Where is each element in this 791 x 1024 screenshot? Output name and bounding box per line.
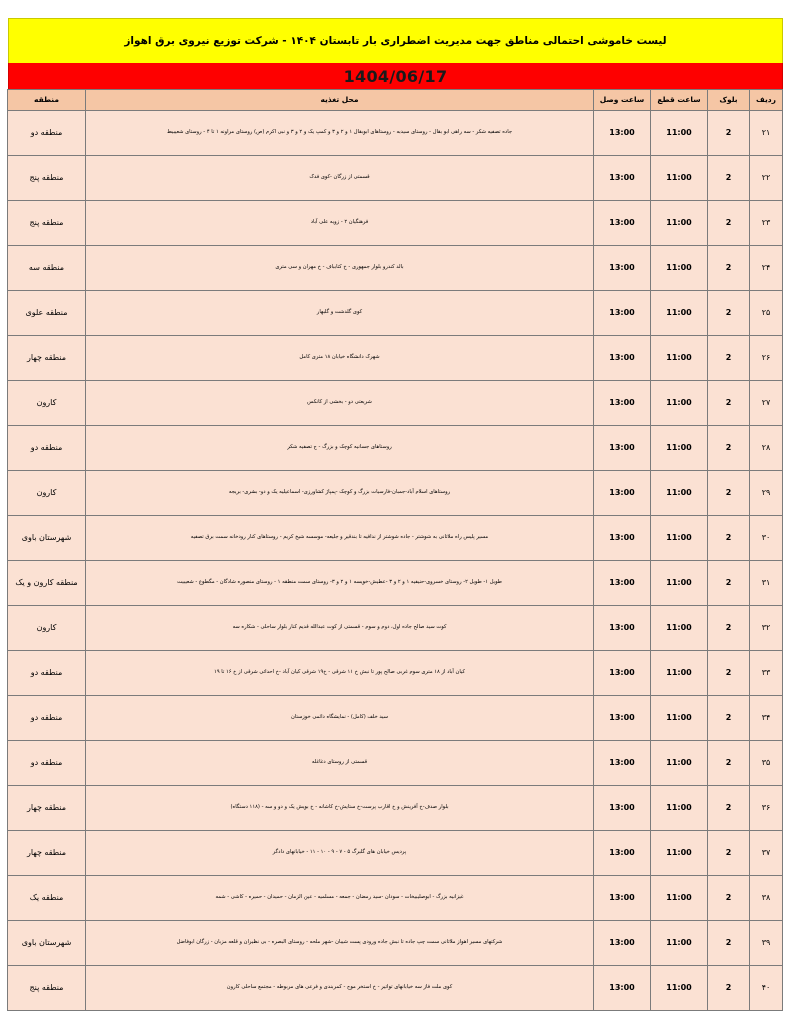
cell-place: مسیر پلیس راه ملاثانی به شوشتر - جاده شوشتر از ندافیه تا بندقیر و جلیعه- موسسه شیخ کریم - روستاهای کنار رودخانه سمت برق تصفیه [86, 516, 594, 561]
cell-on-time: 13:00 [594, 966, 651, 1011]
cell-place: فرهنگیان ۲ - زویه علی آباد [86, 201, 594, 246]
cell-off-time: 11:00 [651, 696, 708, 741]
cell-block: 2 [708, 741, 750, 786]
table-row [8, 876, 783, 921]
cell-row-number: ۲۴ [750, 246, 783, 291]
cell-place: شریعتی دو - بخشی از کانکس [86, 381, 594, 426]
cell-row-number: ۳۷ [750, 831, 783, 876]
page-title: لیست خاموشی احتمالی مناطق جهت مدیریت اضطراری بار تابستان ۱۴۰۴ - شرکت توزیع نیروی برق اهواز [124, 34, 667, 47]
cell-on-time: 13:00 [594, 381, 651, 426]
table-body [8, 111, 783, 1011]
table-row [8, 246, 783, 291]
table-row [8, 471, 783, 516]
cell-on-time: 13:00 [594, 336, 651, 381]
cell-row-number: ۳۱ [750, 561, 783, 606]
column-header-off-time: ساعت قطع [651, 90, 708, 111]
cell-block: 2 [708, 291, 750, 336]
cell-block: 2 [708, 336, 750, 381]
cell-block: 2 [708, 786, 750, 831]
column-header-on-time: ساعت وصل [594, 90, 651, 111]
cell-on-time: 13:00 [594, 201, 651, 246]
cell-on-time: 13:00 [594, 111, 651, 156]
cell-place: قسمتی از روستای دغاغله [86, 741, 594, 786]
column-header-radif: ردیف [750, 90, 783, 111]
cell-on-time: 13:00 [594, 291, 651, 336]
table-row [8, 786, 783, 831]
table-row [8, 561, 783, 606]
cell-block: 2 [708, 471, 750, 516]
cell-block: 2 [708, 156, 750, 201]
cell-place: بلوار صدف-خ آفرینش و خ اقارب پرست-خ ستایش-خ کاشانه - خ بویش یک و دو و سه - (۱۱۸ دستگاه) [86, 786, 594, 831]
cell-off-time: 11:00 [651, 966, 708, 1011]
cell-region: منطقه یک [8, 876, 86, 921]
cell-place: پردیس خیابان های گلبرگ ۵ - ۷ - ۹ - ۱۰ - ۱۱ - خیابانهای دادگر [86, 831, 594, 876]
cell-block: 2 [708, 696, 750, 741]
cell-off-time: 11:00 [651, 471, 708, 516]
cell-off-time: 11:00 [651, 606, 708, 651]
cell-on-time: 13:00 [594, 831, 651, 876]
cell-off-time: 11:00 [651, 741, 708, 786]
cell-place: کوی گلدشت و گلبهار [86, 291, 594, 336]
cell-region: منطقه کارون و یک [8, 561, 86, 606]
cell-place: کوت سید صالح جاده اول، دوم و سوم - قسمتی از کوت عبدالله قدیم کنار بلوار ساحلی - شکاره سه [86, 606, 594, 651]
cell-region: منطقه چهار [8, 786, 86, 831]
cell-region: شهرستان باوی [8, 921, 86, 966]
table-header [8, 90, 783, 111]
cell-block: 2 [708, 426, 750, 471]
cell-region: منطقه دو [8, 426, 86, 471]
cell-block: 2 [708, 111, 750, 156]
cell-block: 2 [708, 561, 750, 606]
cell-on-time: 13:00 [594, 921, 651, 966]
cell-on-time: 13:00 [594, 741, 651, 786]
table-row [8, 831, 783, 876]
cell-on-time: 13:00 [594, 876, 651, 921]
cell-place: روستاهای اسلام آباد-جمبان-فارسیات بزرگ و کوچک -پمپاژ کشاورزی- اسماعیلیه یک و دو- بشری- بریجه [86, 471, 594, 516]
cell-row-number: ۳۲ [750, 606, 783, 651]
cell-on-time: 13:00 [594, 606, 651, 651]
cell-block: 2 [708, 876, 750, 921]
cell-region: منطقه پنج [8, 966, 86, 1011]
cell-off-time: 11:00 [651, 336, 708, 381]
cell-on-time: 13:00 [594, 786, 651, 831]
table-row [8, 111, 783, 156]
cell-off-time: 11:00 [651, 201, 708, 246]
cell-region: منطقه چهار [8, 336, 86, 381]
cell-off-time: 11:00 [651, 786, 708, 831]
cell-off-time: 11:00 [651, 426, 708, 471]
cell-off-time: 11:00 [651, 516, 708, 561]
cell-region: منطقه دو [8, 651, 86, 696]
schedule-sheet [8, 18, 783, 1011]
table-row [8, 651, 783, 696]
cell-row-number: ۳۸ [750, 876, 783, 921]
table-row [8, 336, 783, 381]
cell-row-number: ۲۹ [750, 471, 783, 516]
cell-region: منطقه دو [8, 696, 86, 741]
table-row [8, 381, 783, 426]
cell-block: 2 [708, 966, 750, 1011]
cell-place: کوی ملت فاز سه خیابانهای تواتیر - خ استخر موج - کمربندی و فرعی های مربوطه - مجتمع ساحلی کارون [86, 966, 594, 1011]
table-row [8, 516, 783, 561]
cell-off-time: 11:00 [651, 156, 708, 201]
cell-region: منطقه سه [8, 246, 86, 291]
cell-block: 2 [708, 201, 750, 246]
cell-region: منطقه پنج [8, 201, 86, 246]
cell-region: کارون [8, 381, 86, 426]
cell-row-number: ۲۱ [750, 111, 783, 156]
table-row [8, 696, 783, 741]
cell-row-number: ۲۷ [750, 381, 783, 426]
cell-block: 2 [708, 246, 750, 291]
cell-region: منطقه دو [8, 741, 86, 786]
cell-on-time: 13:00 [594, 696, 651, 741]
cell-on-time: 13:00 [594, 246, 651, 291]
table-row [8, 201, 783, 246]
cell-on-time: 13:00 [594, 516, 651, 561]
cell-on-time: 13:00 [594, 426, 651, 471]
outage-table [7, 89, 783, 1011]
cell-place: روستاهای جسانیه کوچک و بزرگ - ج تصفیه شکر [86, 426, 594, 471]
table-row [8, 426, 783, 471]
cell-off-time: 11:00 [651, 561, 708, 606]
cell-row-number: ۳۴ [750, 696, 783, 741]
table-header-row [8, 90, 783, 111]
cell-row-number: ۳۵ [750, 741, 783, 786]
cell-place: غیزانیه بزرگ - ابوصلیبیخات - سودان -سید رمضان - جمعه - مسلمیه - عین الزمان - حمیدان - حمیره - کاشی - شمه [86, 876, 594, 921]
cell-row-number: ۲۳ [750, 201, 783, 246]
cell-off-time: 11:00 [651, 921, 708, 966]
table-row [8, 921, 783, 966]
cell-region: شهرستان باوی [8, 516, 86, 561]
cell-place: جاده تصفیه شکر - سه راهی ابو بقال - روستای سیدبه - روستاهای ابوبقال ۱ و ۲ و ۳ و کمپ یک و ۲ و ۳ و نبی اکرم (ص) روستای مراونه ۱ تا ۴ - روستای شعیبیط [86, 111, 594, 156]
cell-region: کارون [8, 606, 86, 651]
title-banner [8, 18, 783, 63]
column-header-place: محل تغذیه [86, 90, 594, 111]
cell-block: 2 [708, 516, 750, 561]
table-row [8, 156, 783, 201]
cell-off-time: 11:00 [651, 111, 708, 156]
cell-on-time: 13:00 [594, 651, 651, 696]
cell-region: منطقه دو [8, 111, 86, 156]
cell-place: شهرک دانشگاه خیابان ۱۸ متری کامل [86, 336, 594, 381]
cell-row-number: ۳۰ [750, 516, 783, 561]
cell-region: کارون [8, 471, 86, 516]
table-row [8, 291, 783, 336]
cell-off-time: 11:00 [651, 291, 708, 336]
column-header-region: منطقه [8, 90, 86, 111]
date-banner [8, 63, 783, 89]
cell-row-number: ۳۹ [750, 921, 783, 966]
cell-on-time: 13:00 [594, 156, 651, 201]
cell-row-number: ۲۸ [750, 426, 783, 471]
cell-row-number: ۳۳ [750, 651, 783, 696]
table-row [8, 966, 783, 1011]
cell-off-time: 11:00 [651, 381, 708, 426]
cell-region: منطقه علوی [8, 291, 86, 336]
column-header-block: بلوک [708, 90, 750, 111]
cell-block: 2 [708, 606, 750, 651]
cell-on-time: 13:00 [594, 561, 651, 606]
cell-row-number: ۳۶ [750, 786, 783, 831]
cell-place: سید خلف (کامل) - نمایشگاه دائمی خوزستان [86, 696, 594, 741]
cell-row-number: ۲۶ [750, 336, 783, 381]
cell-place: طویل ۱- طویل ۲- روستای خسروی-حنیفیه ۱ و ۲ و ۳ -عطیش-خویسه ۱ و ۲ و ۳- روستای سمت منطقه ۱ - روستای منصوره شادگان - مگطوع - شعیبیت [86, 561, 594, 606]
table-row [8, 606, 783, 651]
schedule-date: 1404/06/17 [343, 66, 448, 86]
cell-row-number: ۲۵ [750, 291, 783, 336]
table-row [8, 741, 783, 786]
cell-off-time: 11:00 [651, 651, 708, 696]
cell-region: منطقه پنج [8, 156, 86, 201]
cell-block: 2 [708, 651, 750, 696]
cell-block: 2 [708, 381, 750, 426]
cell-place: قسمتی از زرگان -کوی فدک [86, 156, 594, 201]
cell-region: منطقه چهار [8, 831, 86, 876]
cell-place: بالد کندرو بلوار جمهوری - خ کتابباف - خ مهران و سی متری [86, 246, 594, 291]
cell-block: 2 [708, 921, 750, 966]
cell-row-number: ۴۰ [750, 966, 783, 1011]
cell-off-time: 11:00 [651, 831, 708, 876]
cell-off-time: 11:00 [651, 876, 708, 921]
cell-row-number: ۲۲ [750, 156, 783, 201]
cell-place: شرکتهای مسیر اهواز ملاثانی سمت چپ جاده تا نبش جاده ورودی پست شیبان -شهر ملحه - روستای البصره - بی نظیران و قلعه مزبان - زرگان ابوفاضل [86, 921, 594, 966]
cell-off-time: 11:00 [651, 246, 708, 291]
cell-place: کیان آباد از ۱۸ متری سوم غربی صالح پور تا نبش خ ۱۱ شرقی - خ۱۹ شرقی کیان آباد -خ احداثی شرقی از خ ۱۶ تا ۱۹ [86, 651, 594, 696]
cell-on-time: 13:00 [594, 471, 651, 516]
cell-block: 2 [708, 831, 750, 876]
